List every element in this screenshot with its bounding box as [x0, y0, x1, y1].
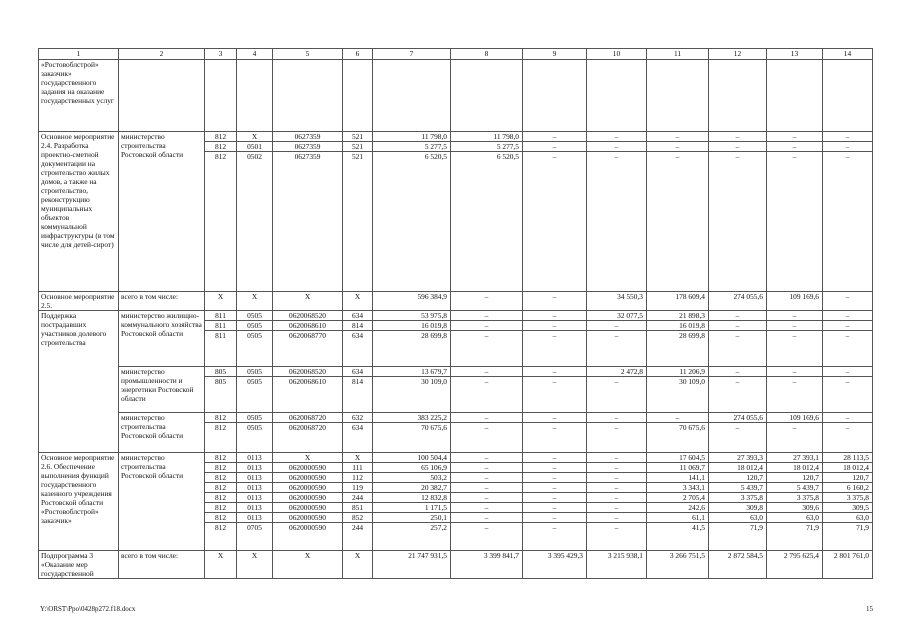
header-cell: 10	[587, 49, 647, 60]
table-cell: –	[823, 367, 873, 377]
table-cell: 0620068520	[273, 311, 343, 321]
table-cell: 70 675,6	[373, 423, 451, 453]
table-cell: X	[273, 292, 343, 311]
table-cell: 109 169,6	[767, 413, 823, 423]
table-cell: –	[709, 152, 767, 292]
table-cell: X	[343, 292, 373, 311]
table-cell: –	[523, 311, 587, 321]
table-cell: 0113	[237, 483, 273, 493]
row-description: «Ростовоблстрой» заказчик» государственного задания на оказание государственных услуг	[39, 60, 119, 132]
table-cell: 0620000590	[273, 523, 343, 551]
table-cell: 0505	[237, 413, 273, 423]
table-cell: 3 375,8	[709, 493, 767, 503]
table-cell: 0505	[237, 321, 273, 331]
table-cell: –	[451, 377, 523, 413]
table-cell: 309,8	[709, 503, 767, 513]
table-cell: 16 019,8	[647, 321, 709, 331]
table-cell: –	[709, 311, 767, 321]
table-cell: –	[767, 142, 823, 152]
table-cell: –	[523, 331, 587, 367]
table-cell: –	[451, 453, 523, 463]
table-cell: 0620000590	[273, 483, 343, 493]
table-cell: –	[523, 152, 587, 292]
table-cell: –	[587, 453, 647, 463]
table-cell: 0113	[237, 453, 273, 463]
table-cell: X	[273, 551, 343, 579]
table-row	[39, 60, 873, 132]
table-cell: 596 384,9	[373, 292, 451, 311]
table-cell: 71,9	[709, 523, 767, 551]
table-cell: –	[587, 513, 647, 523]
table-cell: 6 520,5	[451, 152, 523, 292]
header-cell: 11	[647, 49, 709, 60]
row-executor: министерство строительства Ростовской области	[119, 132, 205, 292]
table-cell: 100 504,4	[373, 453, 451, 463]
table-cell: 0620000590	[273, 503, 343, 513]
table-cell: 814	[343, 377, 373, 413]
table-cell: 111	[343, 463, 373, 473]
header-cell: 1	[39, 49, 119, 60]
table-cell: 28 113,5	[823, 453, 873, 463]
table-cell: 3 395 429,3	[523, 551, 587, 579]
table-cell: –	[823, 132, 873, 142]
table-cell: 0505	[237, 377, 273, 413]
table-cell: 812	[205, 142, 237, 152]
table-cell: 1 171,5	[373, 503, 451, 513]
table-cell: 814	[343, 321, 373, 331]
table-cell: –	[523, 321, 587, 331]
table-cell: 257,2	[373, 523, 451, 551]
table-cell: –	[767, 132, 823, 142]
table-row	[39, 551, 873, 579]
header-cell: 5	[273, 49, 343, 60]
table-cell: 0705	[237, 523, 273, 551]
table-cell: –	[767, 377, 823, 413]
table-cell: 309,5	[823, 503, 873, 513]
table-cell: –	[451, 483, 523, 493]
table-cell: 3 399 841,7	[451, 551, 523, 579]
table-cell: 2 872 584,5	[709, 551, 767, 579]
table-cell: 0113	[237, 503, 273, 513]
header-cell: 4	[237, 49, 273, 60]
table-cell: –	[587, 463, 647, 473]
table-cell: –	[709, 423, 767, 453]
table-cell: 34 550,3	[587, 292, 647, 311]
table-cell: 3 343,1	[647, 483, 709, 493]
table-cell: 71,9	[823, 523, 873, 551]
table-cell: 0620068520	[273, 367, 343, 377]
table-cell: 0501	[237, 142, 273, 152]
header-cell: 7	[373, 49, 451, 60]
table-cell: 0505	[237, 311, 273, 321]
row-description: Основное мероприятие 2.6. Обеспечение выполнения функций государственного казенного учреждения Ростовской области «Ростовоблстрой» заказчик»	[39, 453, 119, 551]
table-cell: –	[767, 367, 823, 377]
table-cell: X	[237, 292, 273, 311]
table-cell: 3 375,8	[823, 493, 873, 503]
table-cell: –	[587, 493, 647, 503]
table-cell: 3 215 938,1	[587, 551, 647, 579]
table-cell: 11 069,7	[647, 463, 709, 473]
table-cell: 812	[205, 132, 237, 142]
table-cell: 0620068610	[273, 321, 343, 331]
table-cell: –	[823, 152, 873, 292]
table-cell: 21 747 931,5	[373, 551, 451, 579]
table-cell: 274 055,6	[709, 292, 767, 311]
row-executor: министерство строительства Ростовской области	[119, 453, 205, 551]
table-cell: –	[767, 311, 823, 321]
table-cell: 0505	[237, 423, 273, 453]
table-cell: 309,6	[767, 503, 823, 513]
table-cell: 2 705,4	[647, 493, 709, 503]
row-executor: министерство строительства Ростовской области	[119, 413, 205, 453]
table-cell: 5 439,7	[709, 483, 767, 493]
table-cell: –	[451, 463, 523, 473]
table-cell: 0620068720	[273, 413, 343, 423]
table-cell: –	[523, 132, 587, 142]
table-cell: –	[451, 523, 523, 551]
table-cell: –	[451, 413, 523, 423]
table-cell: 11 798,0	[373, 132, 451, 142]
table-row	[39, 367, 873, 377]
table-cell: 503,2	[373, 473, 451, 483]
table-cell: –	[823, 292, 873, 311]
table-cell: 6 520,5	[373, 152, 451, 292]
table-cell: 41,5	[647, 523, 709, 551]
table-cell: 0627359	[273, 142, 343, 152]
table-cell: 812	[205, 523, 237, 551]
header-cell: 14	[823, 49, 873, 60]
table-cell: –	[587, 483, 647, 493]
table-cell: 120,7	[767, 473, 823, 483]
row-executor: министерство жилищно-коммунального хозяйства Ростовской области	[119, 311, 205, 367]
table-cell: 18 012,4	[767, 463, 823, 473]
table-cell: 18 012,4	[823, 463, 873, 473]
table-cell: 632	[343, 413, 373, 423]
table-cell: 0505	[237, 367, 273, 377]
table-cell: 32 077,5	[587, 311, 647, 321]
table-cell: –	[823, 311, 873, 321]
header-cell: 12	[709, 49, 767, 60]
table-cell: –	[647, 413, 709, 423]
table-cell: 70 675,6	[647, 423, 709, 453]
table-cell: 250,1	[373, 513, 451, 523]
table-cell: –	[451, 331, 523, 367]
table-cell: X	[205, 292, 237, 311]
table-cell: 634	[343, 311, 373, 321]
table-cell: 0620068770	[273, 331, 343, 367]
table-cell: –	[709, 321, 767, 331]
table-cell: –	[587, 331, 647, 367]
table-cell: –	[823, 423, 873, 453]
table-cell: –	[647, 152, 709, 292]
table-cell: 634	[343, 367, 373, 377]
table-cell: 20 382,7	[373, 483, 451, 493]
table-cell: 63,0	[709, 513, 767, 523]
table-cell: 0620000590	[273, 473, 343, 483]
header-cell: 3	[205, 49, 237, 60]
table-cell: X	[273, 453, 343, 463]
table-cell: 242,6	[647, 503, 709, 513]
table-cell: –	[523, 377, 587, 413]
table-cell: –	[523, 473, 587, 483]
table-cell: 141,1	[647, 473, 709, 483]
table-cell: –	[523, 453, 587, 463]
table-cell: 812	[205, 513, 237, 523]
table-row	[39, 292, 873, 311]
table-cell: 5 277,5	[451, 142, 523, 152]
table-cell: 28 699,8	[647, 331, 709, 367]
table-cell: 0620000590	[273, 463, 343, 473]
table-cell: 812	[205, 453, 237, 463]
table-cell: X	[237, 551, 273, 579]
table-cell: 521	[343, 142, 373, 152]
table-cell: –	[523, 513, 587, 523]
row-executor: всего в том числе:	[119, 292, 205, 311]
table-cell: 0627359	[273, 152, 343, 292]
header-cell: 13	[767, 49, 823, 60]
table-cell: 5 439,7	[767, 483, 823, 493]
table-cell: 634	[343, 423, 373, 453]
table-cell: 383 225,2	[373, 413, 451, 423]
table-cell: –	[523, 503, 587, 513]
table-cell: X	[343, 453, 373, 463]
table-cell: –	[451, 311, 523, 321]
table-cell: 30 109,0	[647, 377, 709, 413]
header-cell: 2	[119, 49, 205, 60]
table-cell: X	[237, 132, 273, 142]
table-cell: 244	[343, 523, 373, 551]
table-cell: –	[587, 377, 647, 413]
table-cell: 0505	[237, 331, 273, 367]
table-cell: 63,0	[823, 513, 873, 523]
table-cell: –	[523, 523, 587, 551]
table-cell: –	[523, 413, 587, 423]
table-cell: 28 699,8	[373, 331, 451, 367]
header-row	[39, 49, 873, 60]
table-cell: 2 472,8	[587, 367, 647, 377]
table-cell: 812	[205, 483, 237, 493]
table-cell: –	[767, 423, 823, 453]
table-cell: 11 206,9	[647, 367, 709, 377]
table-cell: 811	[205, 331, 237, 367]
table-cell: 63,0	[767, 513, 823, 523]
table-cell: –	[587, 321, 647, 331]
table-cell: 27 393,1	[767, 453, 823, 463]
header-cell: 6	[343, 49, 373, 60]
table-cell: 112	[343, 473, 373, 483]
table-cell: 6 160,2	[823, 483, 873, 493]
table-cell: 18 012,4	[709, 463, 767, 473]
table-cell: –	[587, 132, 647, 142]
header-cell: 8	[451, 49, 523, 60]
table-cell: 178 609,4	[647, 292, 709, 311]
table-cell: –	[451, 423, 523, 453]
row-description: Основное мероприятие 2.5.	[39, 292, 119, 311]
table-cell: 805	[205, 377, 237, 413]
table-cell: 812	[205, 413, 237, 423]
table-cell: 11 798,0	[451, 132, 523, 142]
page-number: 15	[866, 605, 873, 613]
table-cell: 5 277,5	[373, 142, 451, 152]
table-cell: –	[647, 132, 709, 142]
table-cell: 0502	[237, 152, 273, 292]
table-cell: 521	[343, 152, 373, 292]
table-cell: 21 898,3	[647, 311, 709, 321]
table-cell: 3 375,8	[767, 493, 823, 503]
table-cell: –	[709, 377, 767, 413]
table-cell: 65 106,9	[373, 463, 451, 473]
table-cell: –	[523, 423, 587, 453]
table-cell: –	[767, 331, 823, 367]
table-cell: 812	[205, 503, 237, 513]
table-cell: 851	[343, 503, 373, 513]
table-cell: –	[523, 463, 587, 473]
table-cell: 0113	[237, 493, 273, 503]
table-cell: 109 169,6	[767, 292, 823, 311]
table-cell: –	[523, 292, 587, 311]
budget-table	[38, 48, 873, 579]
table-cell: –	[451, 493, 523, 503]
table-cell: 812	[205, 423, 237, 453]
table-cell: –	[823, 377, 873, 413]
table-cell: 0620068720	[273, 423, 343, 453]
table-cell: 0113	[237, 473, 273, 483]
table-row	[39, 453, 873, 463]
table-cell: 120,7	[709, 473, 767, 483]
table-cell: –	[767, 321, 823, 331]
table-cell: 0113	[237, 463, 273, 473]
table-cell: –	[587, 413, 647, 423]
table-row	[39, 132, 873, 142]
table-cell: 812	[205, 463, 237, 473]
table-cell: –	[767, 152, 823, 292]
row-description: Поддержка пострадавших участников долевого строительства	[39, 311, 119, 453]
table-row	[39, 311, 873, 321]
table-cell: 0620068610	[273, 377, 343, 413]
table-cell: 16 019,8	[373, 321, 451, 331]
table-cell: 27 393,3	[709, 453, 767, 463]
table-cell: –	[709, 132, 767, 142]
table-cell: –	[709, 367, 767, 377]
table-cell: –	[587, 473, 647, 483]
table-cell: –	[523, 367, 587, 377]
table-cell: 3 266 751,5	[647, 551, 709, 579]
table-cell: 53 975,8	[373, 311, 451, 321]
table-cell: 812	[205, 152, 237, 292]
table-cell: 12 832,8	[373, 493, 451, 503]
table-cell: –	[823, 331, 873, 367]
table-cell: –	[451, 513, 523, 523]
table-cell: 0620000590	[273, 513, 343, 523]
table-cell: 0627359	[273, 132, 343, 142]
row-executor: всего в том числе:	[119, 551, 205, 579]
table-cell: 2 801 761,0	[823, 551, 873, 579]
table-cell: 2 795 625,4	[767, 551, 823, 579]
table-cell: 244	[343, 493, 373, 503]
table-cell: 805	[205, 367, 237, 377]
table-cell: X	[343, 551, 373, 579]
table-cell: –	[523, 483, 587, 493]
table-cell: –	[587, 142, 647, 152]
table-cell: 852	[343, 513, 373, 523]
row-executor: министерство промышленности и энергетики Ростовской области	[119, 367, 205, 413]
row-description: Подпрограмма 3 «Оказание мер государственной	[39, 551, 119, 579]
table-cell: 634	[343, 331, 373, 367]
table-row	[39, 413, 873, 423]
table-cell: 17 604,5	[647, 453, 709, 463]
table-cell: –	[647, 142, 709, 152]
document-path: Y:\ORST\Ppo\0428p272.f18.docx	[40, 605, 136, 613]
table-cell: 0113	[237, 513, 273, 523]
table-cell: –	[451, 367, 523, 377]
table-cell: –	[587, 423, 647, 453]
table-cell: 119	[343, 483, 373, 493]
table-cell: 71,9	[767, 523, 823, 551]
table-cell: –	[587, 152, 647, 292]
table-cell: –	[823, 321, 873, 331]
table-cell: 13 679,7	[373, 367, 451, 377]
table-cell: 812	[205, 473, 237, 483]
table-cell: –	[709, 331, 767, 367]
table-cell: 120,7	[823, 473, 873, 483]
table-cell: –	[823, 413, 873, 423]
table-cell: 30 109,0	[373, 377, 451, 413]
table-cell: 811	[205, 321, 237, 331]
table-cell: –	[587, 523, 647, 551]
table-cell: X	[205, 551, 237, 579]
table-cell: 0620000590	[273, 493, 343, 503]
table-cell: 274 055,6	[709, 413, 767, 423]
table-cell: 61,1	[647, 513, 709, 523]
table-cell: –	[709, 142, 767, 152]
table-cell: 521	[343, 132, 373, 142]
table-cell: –	[523, 142, 587, 152]
header-cell: 9	[523, 49, 587, 60]
table-cell: 811	[205, 311, 237, 321]
table-cell: –	[587, 503, 647, 513]
table-cell: –	[823, 142, 873, 152]
table-cell: 812	[205, 493, 237, 503]
table-cell: –	[523, 493, 587, 503]
table-cell: –	[451, 503, 523, 513]
table-cell: –	[451, 321, 523, 331]
table-cell: –	[451, 292, 523, 311]
row-description: Основное мероприятие 2.4. Разработка проектно-сметной документации на строительство жилых домов, а также на строительство, реконструкцию муниципальных объектов коммунальной инфраструктуры (в том числе для детей-сирот)	[39, 132, 119, 292]
table-cell: –	[451, 473, 523, 483]
